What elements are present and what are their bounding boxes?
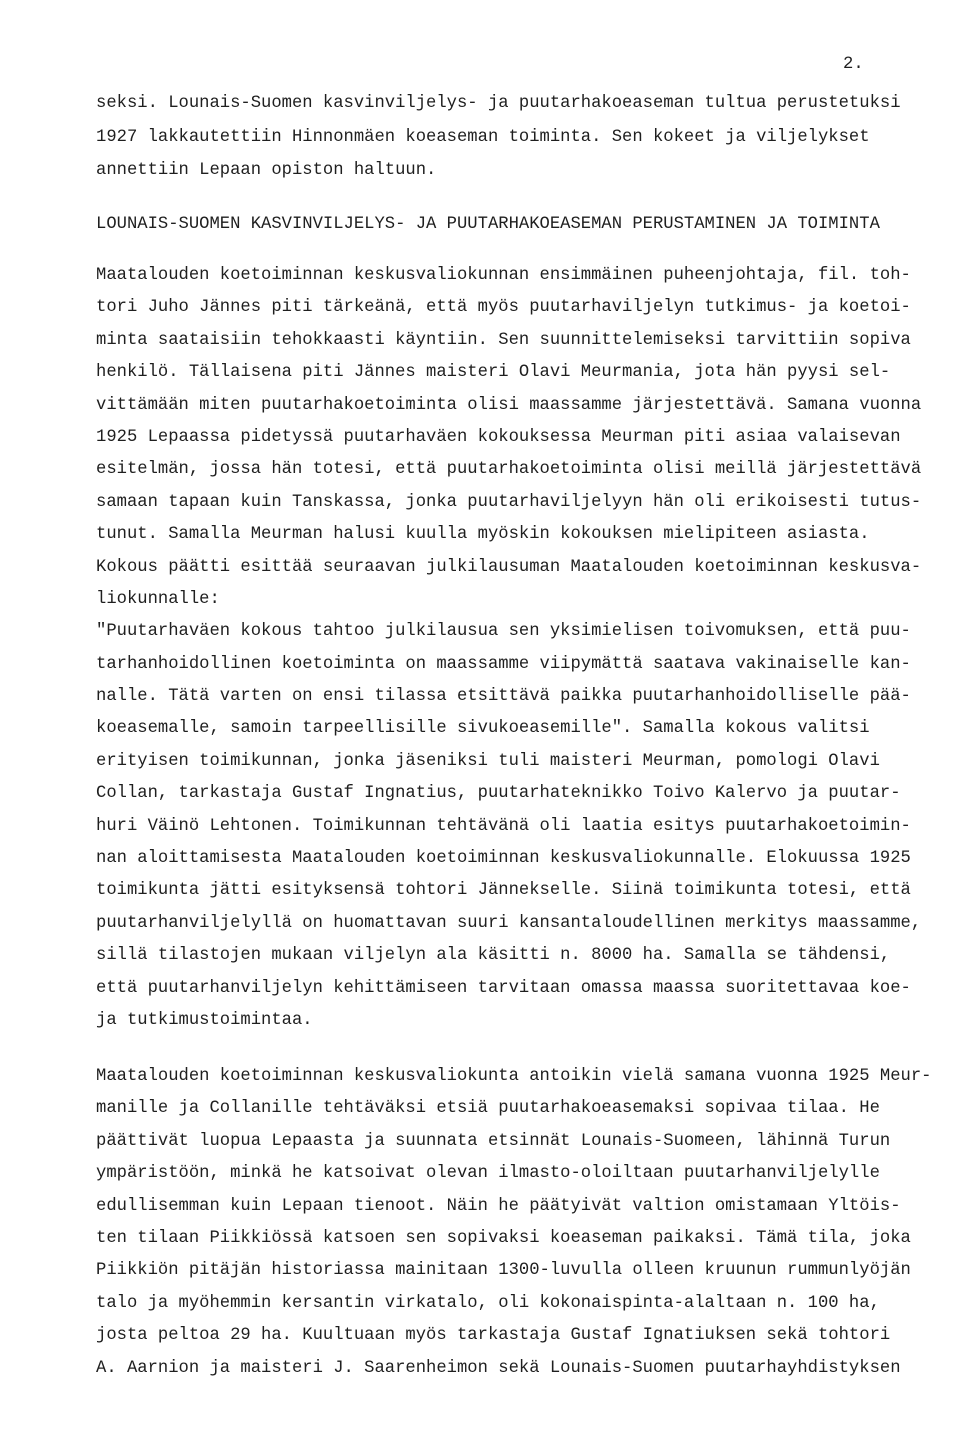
text-line: nan aloittamisesta Maatalouden koetoiminnan keskusvaliokunnalle. Elokuussa 1925: [96, 849, 911, 869]
text-line: josta peltoa 29 ha. Kuultuaan myös tarkastaja Gustaf Ignatiuksen sekä tohtori: [96, 1326, 891, 1346]
section-heading: [96, 209, 946, 241]
text-line: A. Aarnion ja maisteri J. Saarenheimon sekä Lounais-Suomen puutarhayhdistyksen: [96, 1358, 901, 1378]
text-line: nalle. Tätä varten on ensi tilassa etsittävä paikka puutarhanhoidolliselle pää-: [96, 687, 911, 707]
intro-paragraph: [96, 87, 946, 188]
closing-paragraph: [96, 1061, 946, 1385]
text-line: 1925 Lepaassa pidetyssä puutarhaväen kokouksessa Meurman piti asiaa valaisevan: [96, 427, 901, 447]
text-line: Piikkiön pitäjän historiassa mainitaan 1300-luvulla olleen kruunun rummunlyöjän: [96, 1261, 911, 1281]
page-number: 2.: [843, 55, 864, 74]
text-line: tarhanhoidollinen koetoiminta on maassamme viipymättä saatava vakinaiselle kan-: [96, 654, 911, 674]
text-line: päättivät luopua Lepaasta ja suunnata etsinnät Lounais-Suomeen, lähinnä Turun: [96, 1131, 891, 1151]
text-line: manille ja Collanille tehtäväksi etsiä puutarhakoeasemaksi sopivaa tilaa. He: [96, 1099, 880, 1119]
text-line: seksi. Lounais-Suomen kasvinviljelys- ja puutarhakoeaseman tultua perustetuksi: [96, 94, 901, 113]
text-line: "Puutarhaväen kokous tahtoo julkilausua sen yksimielisen toivomuksen, että puu-: [96, 622, 911, 642]
text-line: koeasemalle, samoin tarpeellisille sivukoeasemille". Samalla kokous valitsi: [96, 719, 870, 739]
text-line: minta saataisiin tehokkaasti käyntiin. Sen suunnittelemiseksi tarvittiin sopiva: [96, 330, 911, 350]
text-line: liokunnalle:: [96, 589, 220, 609]
text-line: ten tilaan Piikkiössä katsoen sen sopivaksi koeaseman paikaksi. Tämä tila, joka: [96, 1228, 911, 1248]
text-line: tori Juho Jännes piti tärkeänä, että myös puutarhaviljelyn tutkimus- ja koetoi-: [96, 298, 911, 318]
text-line: tunut. Samalla Meurman halusi kuulla myöskin kokouksen mielipiteen asiasta.: [96, 525, 870, 545]
text-line: Collan, tarkastaja Gustaf Ingnatius, puutarhateknikko Toivo Kalervo ja puutar-: [96, 784, 901, 804]
text-line: annettiin Lepaan opiston haltuun.: [96, 161, 437, 180]
text-line: Kokous päätti esittää seuraavan julkilausuman Maatalouden koetoiminnan keskusva-: [96, 557, 922, 577]
text-line: että puutarhanviljelyn kehittämiseen tarvitaan omassa maassa suoritettavaa koe-: [96, 978, 911, 998]
text-line: henkilö. Tällaisena piti Jännes maisteri Olavi Meurmania, jota hän pyysi sel-: [96, 363, 891, 383]
text-line: 1927 lakkautettiin Hinnonmäen koeaseman toiminta. Sen kokeet ja viljelykset: [96, 127, 870, 147]
text-line: huri Väinö Lehtonen. Toimikunnan tehtävänä oli laatia esitys puutarhakoetoimin-: [96, 816, 911, 836]
main-paragraph: [96, 260, 946, 1037]
text-line: samaan tapaan kuin Tanskassa, jonka puutarhaviljelyyn hän oli erikoisesti tutus-: [96, 492, 922, 512]
text-line: edullisemman kuin Lepaan tienoot. Näin he päätyivät valtion omistamaan Yltöis-: [96, 1196, 901, 1216]
text-line: puutarhanviljelyllä on huomattavan suuri kansantaloudellinen merkitys maassamme,: [96, 913, 922, 933]
text-line: toimikunta jätti esityksensä tohtori Jännekselle. Siinä toimikunta totesi, että: [96, 881, 911, 901]
text-line: ja tutkimustoimintaa.: [96, 1010, 313, 1030]
text-line: talo ja myöhemmin kersantin virkatalo, oli kokonaispinta-alaltaan n. 100 ha,: [96, 1293, 880, 1313]
section-heading-text: LOUNAIS-SUOMEN KASVINVILJELYS- JA PUUTARHAKOEASEMAN PERUSTAMINEN JA TOIMINTA: [96, 215, 880, 234]
text-line: vittämään miten puutarhakoetoiminta olisi maassamme järjestettävä. Samana vuonna: [96, 395, 922, 415]
text-line: ympäristöön, minkä he katsoivat olevan ilmasto-oloiltaan puutarhanviljelylle: [96, 1164, 880, 1184]
text-line: Maatalouden koetoiminnan keskusvaliokunta antoikin vielä samana vuonna 1925 Meur-: [96, 1067, 932, 1086]
text-line: Maatalouden koetoiminnan keskusvaliokunnan ensimmäinen puheenjohtaja, fil. toh-: [96, 266, 911, 285]
text-line: erityisen toimikunnan, jonka jäseniksi tuli maisteri Meurman, pomologi Olavi: [96, 751, 880, 771]
text-line: sillä tilastojen mukaan viljelyn ala käsitti n. 8000 ha. Samalla se tähdensi,: [96, 946, 891, 966]
text-line: esitelmän, jossa hän totesi, että puutarhakoetoiminta olisi meillä järjestettävä: [96, 460, 922, 480]
